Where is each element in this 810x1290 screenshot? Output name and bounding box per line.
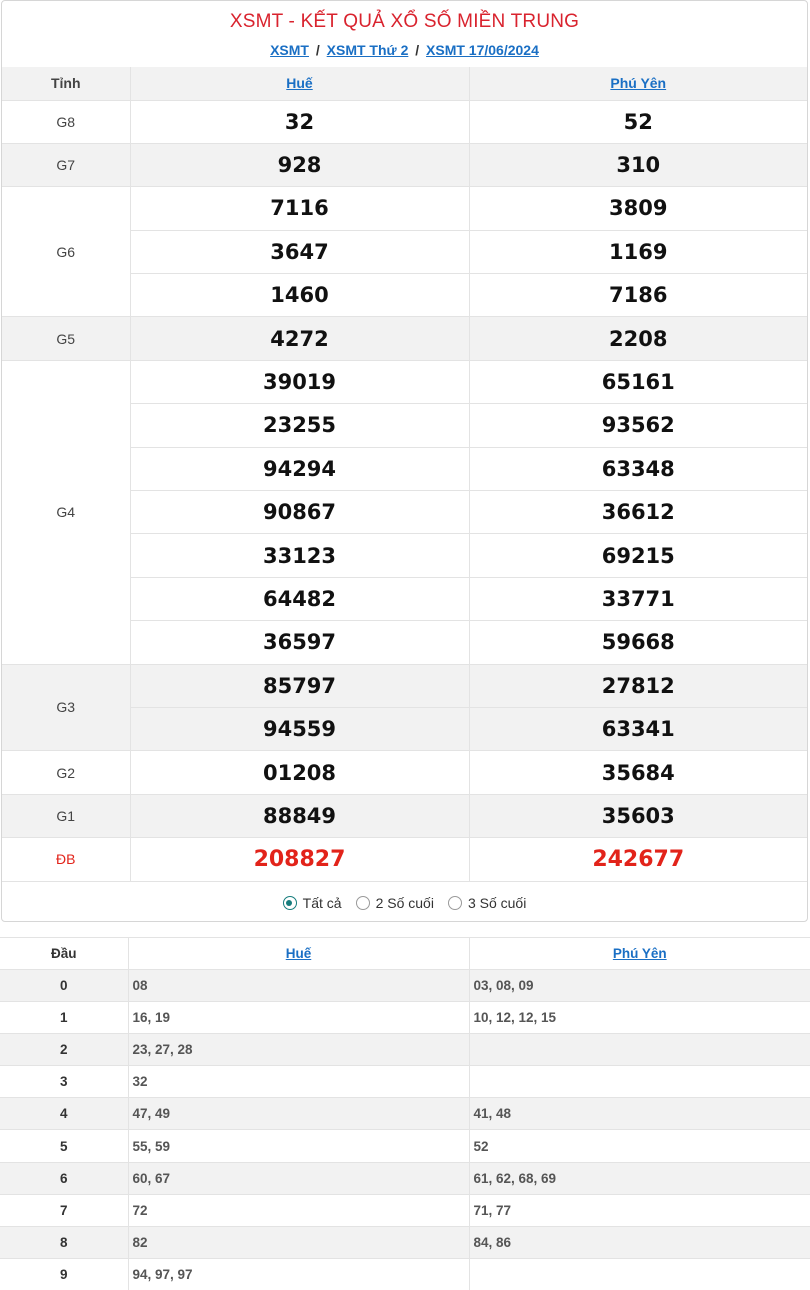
filter-option[interactable] <box>356 895 434 911</box>
head-digit-table-card <box>0 937 810 1290</box>
radio-icon[interactable] <box>283 896 297 910</box>
breadcrumb-link-weekday[interactable]: XSMT Thứ 2 <box>326 42 409 58</box>
head-digit-row <box>0 1162 810 1194</box>
prize-number-hue: 1460 <box>130 274 469 317</box>
head-digit: 3 <box>0 1066 128 1098</box>
prize-label: G2 <box>2 751 130 794</box>
head-digit: 2 <box>0 1034 128 1066</box>
tail-digits-hue: 32 <box>128 1066 469 1098</box>
prize-number-hue: 32 <box>130 100 469 143</box>
prize-number-phu-yen: 33771 <box>469 577 807 620</box>
tail-digits-hue: 55, 59 <box>128 1130 469 1162</box>
prize-number-hue: 4272 <box>130 317 469 360</box>
prize-number-hue: 94294 <box>130 447 469 490</box>
prize-number-phu-yen: 65161 <box>469 360 807 403</box>
prize-row <box>2 794 807 837</box>
filter-option[interactable] <box>448 895 526 911</box>
head-digit-row <box>0 1034 810 1066</box>
prize-number-hue: 33123 <box>130 534 469 577</box>
tail-digits-hue: 72 <box>128 1194 469 1226</box>
head-digit-column-label: Đầu <box>0 938 128 970</box>
head-digit-row <box>0 1194 810 1226</box>
tail-digits-hue: 94, 97, 97 <box>128 1258 469 1290</box>
prize-number-hue: 3647 <box>130 230 469 273</box>
dau-header-hue <box>128 938 469 970</box>
prize-number-hue: 88849 <box>130 794 469 837</box>
page-title: XSMT - KẾT QUẢ XỔ SỐ MIỀN TRUNG <box>229 11 580 32</box>
dau-province-link-phu-yen[interactable]: Phú Yên <box>612 946 667 961</box>
prize-label: G7 <box>2 143 130 186</box>
head-digit: 1 <box>0 1002 128 1034</box>
tail-digits-phu-yen: 52 <box>469 1130 810 1162</box>
breadcrumb <box>2 41 807 67</box>
filter-option-label: 2 Số cuối <box>375 895 434 912</box>
prize-row <box>2 360 807 403</box>
prize-row <box>2 751 807 794</box>
prize-row <box>2 100 807 143</box>
tail-digits-hue: 60, 67 <box>128 1162 469 1194</box>
prize-number-phu-yen: 1169 <box>469 230 807 273</box>
prize-number-phu-yen: 63348 <box>469 447 807 490</box>
tail-digits-phu-yen: 61, 62, 68, 69 <box>469 1162 810 1194</box>
prize-label: G6 <box>2 187 130 317</box>
prize-number-hue: 94559 <box>130 707 469 750</box>
prize-number-hue: 928 <box>130 143 469 186</box>
tail-digits-phu-yen: 10, 12, 12, 15 <box>469 1002 810 1034</box>
prize-number-phu-yen: 36612 <box>469 491 807 534</box>
province-header-phu-yen <box>469 67 807 100</box>
dau-header-phu-yen <box>469 938 810 970</box>
prize-number-hue: 64482 <box>130 577 469 620</box>
tail-digits-hue: 23, 27, 28 <box>128 1034 469 1066</box>
province-column-label: Tỉnh <box>2 67 130 100</box>
prize-row <box>2 143 807 186</box>
breadcrumb-separator: / <box>415 42 420 58</box>
breadcrumb-separator: / <box>315 42 320 58</box>
tail-digits-hue: 47, 49 <box>128 1098 469 1130</box>
prize-number-phu-yen: 69215 <box>469 534 807 577</box>
prize-number-phu-yen: 3809 <box>469 187 807 230</box>
head-digit: 7 <box>0 1194 128 1226</box>
head-digit: 5 <box>0 1130 128 1162</box>
prize-row <box>2 187 807 230</box>
tail-digits-phu-yen: 71, 77 <box>469 1194 810 1226</box>
prize-number-hue: 208827 <box>130 838 469 881</box>
dau-province-link-hue[interactable]: Huế <box>285 946 312 961</box>
tail-digits-phu-yen <box>469 1034 810 1066</box>
prize-number-phu-yen: 59668 <box>469 621 807 664</box>
prize-number-hue: 90867 <box>130 491 469 534</box>
head-digit-table <box>0 937 810 1290</box>
prize-number-phu-yen: 310 <box>469 143 807 186</box>
head-digit: 4 <box>0 1098 128 1130</box>
head-digit: 9 <box>0 1258 128 1290</box>
head-digit: 6 <box>0 1162 128 1194</box>
province-link-phu-yen[interactable]: Phú Yên <box>610 75 667 92</box>
results-card <box>1 0 808 922</box>
head-digit-row <box>0 1098 810 1130</box>
province-link-hue[interactable]: Huế <box>286 75 313 92</box>
prize-number-hue: 39019 <box>130 360 469 403</box>
tail-digits-phu-yen: 41, 48 <box>469 1098 810 1130</box>
head-digit-header-row <box>0 938 810 970</box>
prize-number-phu-yen: 7186 <box>469 274 807 317</box>
prize-number-phu-yen: 27812 <box>469 664 807 707</box>
breadcrumb-link-xsmt[interactable]: XSMT <box>270 42 309 58</box>
head-digit: 8 <box>0 1226 128 1258</box>
prize-number-phu-yen: 52 <box>469 100 807 143</box>
head-digit-row <box>0 1066 810 1098</box>
filter-option[interactable] <box>283 895 342 911</box>
prize-label: ĐB <box>2 838 130 881</box>
prize-row <box>2 664 807 707</box>
tail-digits-phu-yen: 03, 08, 09 <box>469 970 810 1002</box>
prize-row <box>2 317 807 360</box>
prize-number-hue: 7116 <box>130 187 469 230</box>
prize-number-phu-yen: 35603 <box>469 794 807 837</box>
prize-number-hue: 23255 <box>130 404 469 447</box>
prize-label: G5 <box>2 317 130 360</box>
prize-number-hue: 85797 <box>130 664 469 707</box>
tail-digits-hue: 08 <box>128 970 469 1002</box>
results-table <box>2 67 807 882</box>
filter-option-label: Tất cả <box>302 895 342 912</box>
prize-label: G1 <box>2 794 130 837</box>
tail-digits-hue: 82 <box>128 1226 469 1258</box>
head-digit: 0 <box>0 970 128 1002</box>
prize-label: G4 <box>2 360 130 664</box>
prize-label: G3 <box>2 664 130 751</box>
head-digit-row <box>0 1130 810 1162</box>
head-digit-row <box>0 1226 810 1258</box>
tail-digits-phu-yen: 84, 86 <box>469 1226 810 1258</box>
filter-option-label: 3 Số cuối <box>467 895 527 912</box>
prize-number-phu-yen: 2208 <box>469 317 807 360</box>
radio-icon[interactable] <box>448 896 462 910</box>
prize-number-phu-yen: 63341 <box>469 707 807 750</box>
prize-number-hue: 01208 <box>130 751 469 794</box>
tail-digits-hue: 16, 19 <box>128 1002 469 1034</box>
prize-number-phu-yen: 242677 <box>469 838 807 881</box>
head-digit-row <box>0 970 810 1002</box>
prize-number-phu-yen: 93562 <box>469 404 807 447</box>
tail-digits-phu-yen <box>469 1258 810 1290</box>
results-header-row <box>2 67 807 100</box>
prize-row <box>2 838 807 881</box>
head-digit-row <box>0 1002 810 1034</box>
breadcrumb-link-date[interactable]: XSMT 17/06/2024 <box>426 42 539 58</box>
province-header-hue <box>130 67 469 100</box>
prize-label: G8 <box>2 100 130 143</box>
prize-number-phu-yen: 35684 <box>469 751 807 794</box>
digit-filter <box>2 882 807 922</box>
prize-number-hue: 36597 <box>130 621 469 664</box>
head-digit-row <box>0 1258 810 1290</box>
radio-icon[interactable] <box>356 896 370 910</box>
tail-digits-phu-yen <box>469 1066 810 1098</box>
